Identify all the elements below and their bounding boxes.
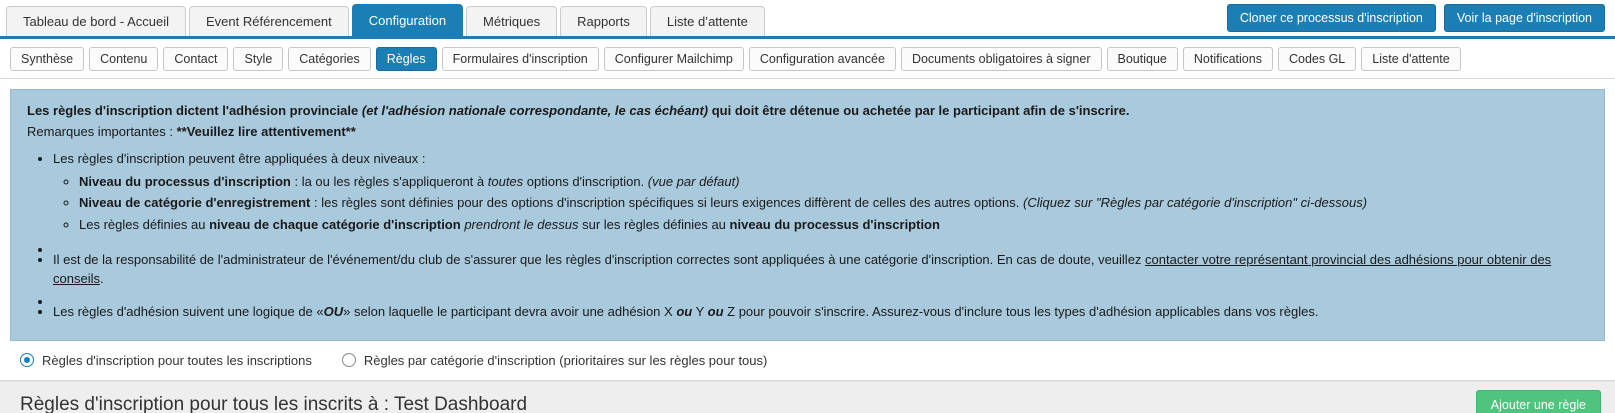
info-sub-3-bold-2: niveau du processus d'inscription (729, 217, 940, 233)
subtab-label: Liste d'attente (1372, 52, 1450, 66)
top-tab-list (6, 4, 768, 36)
info-sub-1-emphasis-2: (vue par défaut) (647, 173, 740, 189)
info-list-spacer-1 (53, 241, 1588, 247)
info-bullet-3-text-2: » selon laquelle le participant devra avoir une adhésion X (343, 303, 677, 319)
subtab-label: Configurer Mailchimp (614, 52, 733, 66)
info-bullet-1 (53, 150, 1588, 235)
subtab-contact[interactable] (163, 47, 228, 71)
subtab-configurer-mailchimp[interactable] (604, 47, 744, 71)
section-title-bar (0, 381, 1615, 413)
info-remark-paragraph (27, 123, 1588, 142)
radio-option-by-category[interactable] (342, 353, 768, 368)
clone-registration-process-button[interactable]: Cloner ce processus d'inscription (1227, 4, 1436, 32)
sub-navigation-bar (0, 39, 1615, 79)
subtab-label: Codes GL (1288, 52, 1346, 66)
info-list-spacer-2 (53, 293, 1588, 299)
subtab-liste-dattente[interactable] (1361, 47, 1460, 71)
info-lead-paragraph (27, 102, 1588, 121)
tab-label: Rapports (577, 14, 630, 29)
radio-option-all-registrations[interactable] (20, 353, 312, 368)
tab-label: Event Référencement (205, 14, 332, 29)
info-panel-wrapper (0, 79, 1615, 341)
top-action-buttons (1227, 4, 1605, 32)
info-bullet-3-text-3: Y (692, 303, 708, 319)
subtab-synthese[interactable] (10, 47, 84, 71)
tab-metriques[interactable] (466, 6, 557, 36)
radio-label-by-category: Règles par catégorie d'inscription (prioritaires sur les règles pour tous) (363, 352, 768, 368)
tab-rapports[interactable] (560, 6, 647, 36)
info-remark-bold: **Veuillez lire attentivement** (176, 123, 356, 139)
subtab-categories[interactable] (288, 47, 370, 71)
top-navigation-bar (0, 0, 1615, 39)
subtab-label: Synthèse (21, 52, 74, 66)
info-sub-1-text: : la ou les règles s'appliqueront à (290, 173, 488, 189)
tab-event-referencement[interactable] (189, 6, 349, 36)
info-bullet-3-text-1: Les règles d'adhésion suivent une logique de « (53, 303, 324, 319)
subtab-label: Contenu (100, 52, 148, 66)
info-sub-2-text: : les règles sont définies pour des options d'inscription spécifiques si leurs exigences diffèrent de celles des autres options. (310, 195, 1023, 211)
subtab-formulaires-dinscription[interactable] (442, 47, 599, 71)
tab-tableau-de-bord-accueil[interactable] (6, 6, 186, 36)
info-sub-1-emphasis: toutes (487, 173, 524, 189)
tab-label: Liste d’attente (666, 14, 748, 29)
info-sub-bullet-3 (79, 216, 1588, 235)
rules-scope-radio-group (0, 341, 1615, 381)
subtab-label: Documents obligatoires à signer (911, 52, 1091, 66)
subtab-notifications[interactable] (1183, 47, 1273, 71)
subtab-label: Style (244, 52, 273, 66)
info-lead-text-2: qui doit être détenue ou achetée par le participant afin de s'inscrire. (708, 103, 1130, 118)
radio-icon-unselected[interactable] (342, 353, 356, 367)
info-bullet-2-text: Il est de la responsabilité de l'administrateur de l'événement/du club de s'assurer que les règles d'inscription correctes sont appliquées à une catégorie d'inscription. En cas de doute, veuillez (53, 252, 1146, 268)
page-title: Règles d'inscription pour tous les inscrits à : Test Dashboard (20, 393, 528, 413)
tab-label: Configuration (368, 13, 447, 28)
view-registration-page-button[interactable]: Voir la page d'inscription (1444, 4, 1605, 32)
info-sub-2-emphasis: (Cliquez sur "Règles par catégorie d'inscription" ci-dessous) (1023, 195, 1368, 211)
subtab-label: Contact (174, 52, 218, 66)
contact-provincial-membership-rep-link[interactable]: contacter votre représentant provincial des adhésions pour obtenir des conseils (53, 252, 1552, 286)
rules-information-panel (10, 89, 1605, 341)
info-bullet-3-emphasis-2: ou (676, 303, 693, 319)
subtab-boutique[interactable] (1107, 47, 1178, 71)
subtab-label: Boutique (1117, 52, 1167, 66)
subtab-label: Notifications (1193, 52, 1262, 66)
info-sub-bullet-2 (79, 194, 1588, 213)
info-bullet-1-text: Les règles d'inscription peuvent être appliquées à deux niveaux : (53, 150, 426, 166)
subtab-codes-gl[interactable] (1278, 47, 1356, 71)
info-sub-bullet-list (53, 173, 1588, 236)
info-sub-3-text-1: Les règles définies au (79, 217, 210, 233)
tab-label: Tableau de bord - Accueil (23, 14, 169, 29)
info-sub-2-bold: Niveau de catégorie d'enregistrement (79, 195, 311, 211)
subtab-contenu[interactable] (89, 47, 158, 71)
subtab-label: Configuration avancée (759, 52, 885, 66)
subtab-documents-obligatoires-a-signer[interactable] (901, 47, 1102, 71)
info-sub-3-bold-1: niveau de chaque catégorie d'inscription (209, 217, 461, 233)
subtab-label: Règles (386, 52, 426, 66)
info-sub-1-text2: options d'inscription. (523, 173, 648, 189)
info-bullet-2-end: . (99, 270, 104, 286)
info-bullet-list (27, 150, 1588, 322)
info-lead-emphasis: (et l'adhésion nationale correspondante, le cas échéant) (361, 103, 709, 118)
info-bullet-3-text-4: Z pour pouvoir s'inscrire. Assurez-vous d'inclure tous les types d'adhésion applicables dans vos règles. (723, 303, 1319, 319)
info-lead-text-1: Les règles d'inscription dictent l'adhésion provinciale (27, 103, 362, 118)
info-sub-3-text-2: sur les règles définies au (582, 217, 730, 233)
radio-label-all-registrations: Règles d'inscription pour toutes les inscriptions (42, 352, 312, 368)
tab-liste-dattente[interactable] (650, 6, 765, 36)
subtab-style[interactable] (233, 47, 283, 71)
subtab-configuration-avancee[interactable] (749, 47, 896, 71)
info-bullet-2 (53, 251, 1588, 289)
info-bullet-3-emphasis-3: ou (707, 303, 724, 319)
subtab-label: Catégories (299, 52, 360, 66)
info-sub-3-emphasis: prendront le dessus (460, 217, 583, 233)
info-sub-bullet-1 (79, 173, 1588, 192)
add-rule-button[interactable]: Ajouter une règle (1476, 390, 1601, 413)
tab-label: Métriques (483, 14, 541, 29)
info-remark-prefix: Remarques importantes : (27, 123, 177, 139)
info-bullet-3 (53, 303, 1588, 322)
tab-configuration[interactable] (352, 4, 463, 36)
subtab-regles[interactable] (376, 47, 437, 71)
subtab-label: Formulaires d'inscription (452, 52, 588, 66)
info-bullet-3-emphasis-1: OU (323, 303, 344, 319)
info-sub-1-bold: Niveau du processus d'inscription (79, 173, 291, 189)
radio-icon-selected[interactable] (20, 353, 34, 367)
